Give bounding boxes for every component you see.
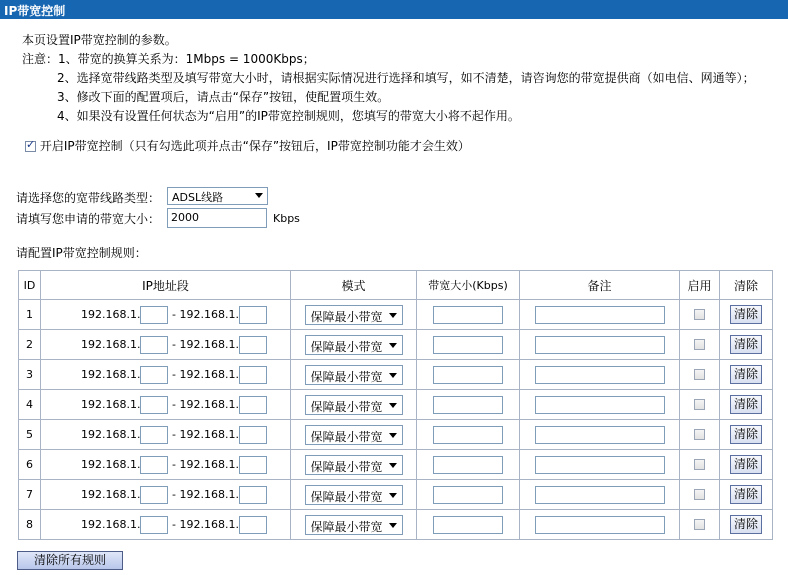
ip-end-input[interactable] — [239, 336, 267, 354]
ip-start-input[interactable] — [140, 366, 168, 384]
ip-end-input[interactable] — [239, 366, 267, 384]
line-type-value: ADSL线路 — [172, 191, 224, 204]
note-line-1 — [22, 50, 755, 69]
note-4: 4、如果没有设置任何状态为“启用”的IP带宽控制规则，您填写的带宽大小将不起作用。 — [57, 109, 520, 123]
mode-value: 保障最小带宽 — [310, 429, 383, 444]
chevron-down-icon — [389, 493, 397, 498]
table-row — [19, 330, 773, 360]
chevron-down-icon — [255, 193, 263, 198]
page-title: IP带宽控制 — [4, 4, 66, 18]
bandwidth-rule-input[interactable] — [433, 336, 503, 354]
table-row — [19, 510, 773, 540]
header-id: ID — [19, 271, 41, 300]
ip-prefix-end: 192.168.1. — [179, 517, 239, 531]
ip-start-input[interactable] — [140, 306, 168, 324]
rules-table — [18, 270, 773, 540]
enable-cell — [680, 420, 720, 450]
bandwidth-cell — [417, 510, 520, 540]
bandwidth-unit: Kbps — [273, 212, 300, 225]
clear-button[interactable]: 清除 — [730, 515, 762, 534]
bandwidth-cell — [417, 360, 520, 390]
bandwidth-input[interactable]: 2000 — [167, 208, 267, 228]
row-id: 6 — [19, 450, 41, 480]
enable-rule-checkbox[interactable] — [694, 399, 705, 410]
ip-range — [41, 420, 291, 450]
enable-rule-checkbox[interactable] — [694, 309, 705, 320]
enable-row — [25, 137, 470, 154]
bandwidth-rule-input[interactable] — [433, 426, 503, 444]
ip-prefix-start: 192.168.1. — [81, 457, 141, 471]
mode-cell — [291, 480, 417, 510]
note-input[interactable] — [535, 306, 665, 324]
note-cell — [520, 330, 680, 360]
enable-cell — [680, 390, 720, 420]
mode-value: 保障最小带宽 — [310, 309, 383, 324]
enable-cell — [680, 330, 720, 360]
line-type-select[interactable] — [167, 187, 268, 205]
mode-cell — [291, 450, 417, 480]
ip-range — [41, 300, 291, 330]
ip-range — [41, 450, 291, 480]
clear-button[interactable]: 清除 — [730, 425, 762, 444]
table-row — [19, 300, 773, 330]
bandwidth-rule-input[interactable] — [433, 396, 503, 414]
bandwidth-rule-input[interactable] — [433, 366, 503, 384]
header-bandwidth: 带宽大小(Kbps) — [417, 271, 520, 300]
ip-start-input[interactable] — [140, 336, 168, 354]
ip-range — [41, 510, 291, 540]
ip-prefix-start: 192.168.1. — [81, 487, 141, 501]
clear-button[interactable]: 清除 — [730, 485, 762, 504]
row-id: 7 — [19, 480, 41, 510]
mode-value: 保障最小带宽 — [310, 339, 383, 354]
note-input[interactable] — [535, 396, 665, 414]
ip-dash: - — [171, 487, 176, 501]
header-mode: 模式 — [291, 271, 417, 300]
line-type-label: 请选择您的宽带线路类型： — [16, 191, 161, 205]
ip-range — [41, 480, 291, 510]
note-input[interactable] — [535, 366, 665, 384]
note-input[interactable] — [535, 426, 665, 444]
enable-cell — [680, 360, 720, 390]
bandwidth-cell — [417, 420, 520, 450]
bandwidth-cell — [417, 480, 520, 510]
row-id: 5 — [19, 420, 41, 450]
chevron-down-icon — [389, 373, 397, 378]
ip-prefix-end: 192.168.1. — [179, 397, 239, 411]
clear-cell — [720, 360, 773, 390]
enable-cell — [680, 510, 720, 540]
mode-select[interactable] — [305, 515, 403, 535]
enable-rule-checkbox[interactable] — [694, 339, 705, 350]
mode-value: 保障最小带宽 — [310, 369, 383, 384]
ip-start-input[interactable] — [140, 516, 168, 534]
ip-end-input[interactable] — [239, 456, 267, 474]
bandwidth-cell — [417, 450, 520, 480]
clear-cell — [720, 420, 773, 450]
clear-cell — [720, 300, 773, 330]
ip-prefix-start: 192.168.1. — [81, 367, 141, 381]
enable-rule-checkbox[interactable] — [694, 369, 705, 380]
clear-button[interactable]: 清除 — [730, 365, 762, 384]
mode-value: 保障最小带宽 — [310, 489, 383, 504]
ip-dash: - — [171, 397, 176, 411]
bandwidth-cell — [417, 390, 520, 420]
ip-prefix-start: 192.168.1. — [81, 337, 141, 351]
enable-rule-checkbox[interactable] — [694, 429, 705, 440]
note-cell — [520, 450, 680, 480]
header-ip: IP地址段 — [41, 271, 291, 300]
ip-end-input[interactable] — [239, 486, 267, 504]
bandwidth-cell — [417, 330, 520, 360]
ip-prefix-start: 192.168.1. — [81, 307, 141, 321]
note-cell — [520, 480, 680, 510]
ip-end-input[interactable] — [239, 516, 267, 534]
chevron-down-icon — [389, 343, 397, 348]
ip-start-input[interactable] — [140, 486, 168, 504]
note-cell — [520, 420, 680, 450]
clear-all-button[interactable]: 清除所有规则 — [17, 551, 123, 570]
title-bar — [0, 0, 788, 19]
clear-cell — [720, 390, 773, 420]
bandwidth-rule-input[interactable] — [433, 306, 503, 324]
ip-start-input[interactable] — [140, 426, 168, 444]
chevron-down-icon — [389, 433, 397, 438]
enable-checkbox[interactable] — [25, 141, 36, 152]
clear-cell — [720, 480, 773, 510]
mode-select[interactable] — [305, 365, 403, 385]
ip-prefix-end: 192.168.1. — [179, 427, 239, 441]
row-id: 4 — [19, 390, 41, 420]
ip-prefix-start: 192.168.1. — [81, 427, 141, 441]
ip-range — [41, 390, 291, 420]
ip-prefix-end: 192.168.1. — [179, 367, 239, 381]
enable-rule-checkbox[interactable] — [694, 459, 705, 470]
bandwidth-rule-input[interactable] — [433, 456, 503, 474]
row-id: 8 — [19, 510, 41, 540]
mode-cell — [291, 360, 417, 390]
table-row — [19, 480, 773, 510]
row-id: 3 — [19, 360, 41, 390]
mode-value: 保障最小带宽 — [310, 399, 383, 414]
chevron-down-icon — [389, 403, 397, 408]
note-input[interactable] — [535, 486, 665, 504]
table-row — [19, 450, 773, 480]
ip-dash: - — [171, 427, 176, 441]
ip-start-input[interactable] — [140, 396, 168, 414]
mode-cell — [291, 420, 417, 450]
mode-value: 保障最小带宽 — [310, 459, 383, 474]
table-row — [19, 390, 773, 420]
note-input[interactable] — [535, 456, 665, 474]
ip-prefix-end: 192.168.1. — [179, 487, 239, 501]
enable-cell — [680, 480, 720, 510]
ip-dash: - — [171, 457, 176, 471]
ip-end-input[interactable] — [239, 426, 267, 444]
notes-prefix: 注意： — [22, 52, 59, 66]
bandwidth-rule-input[interactable] — [433, 486, 503, 504]
clear-button[interactable]: 清除 — [730, 305, 762, 324]
header-clear: 清除 — [720, 271, 773, 300]
clear-button[interactable]: 清除 — [730, 455, 762, 474]
table-row — [19, 420, 773, 450]
ip-prefix-end: 192.168.1. — [179, 457, 239, 471]
enable-cell — [680, 300, 720, 330]
mode-cell — [291, 330, 417, 360]
ip-end-input[interactable] — [239, 396, 267, 414]
table-header — [19, 271, 773, 300]
note-1: 1、带宽的换算关系为：1Mbps = 1000Kbps； — [58, 52, 315, 66]
mode-select[interactable] — [305, 395, 403, 415]
clear-button[interactable]: 清除 — [730, 395, 762, 414]
mode-select[interactable] — [305, 335, 403, 355]
note-3: 3、修改下面的配置项后，请点击“保存”按钮，使配置项生效。 — [57, 90, 390, 104]
clear-cell — [720, 330, 773, 360]
enable-cell — [680, 450, 720, 480]
chevron-down-icon — [389, 463, 397, 468]
note-input[interactable] — [535, 516, 665, 534]
bandwidth-rule-input[interactable] — [433, 516, 503, 534]
description — [22, 31, 755, 126]
row-id: 1 — [19, 300, 41, 330]
mode-value: 保障最小带宽 — [310, 519, 383, 534]
enable-rule-checkbox[interactable] — [694, 489, 705, 500]
clear-button[interactable]: 清除 — [730, 335, 762, 354]
mode-cell — [291, 390, 417, 420]
note-input[interactable] — [535, 336, 665, 354]
rules-label: 请配置IP带宽控制规则： — [16, 246, 147, 260]
mode-select[interactable] — [305, 455, 403, 475]
ip-dash: - — [171, 367, 176, 381]
note-cell — [520, 510, 680, 540]
mode-cell — [291, 300, 417, 330]
ip-prefix-end: 192.168.1. — [179, 337, 239, 351]
enable-label: 开启IP带宽控制（只有勾选此项并点击“保存”按钮后，IP带宽控制功能才会生效） — [39, 139, 470, 153]
ip-prefix-end: 192.168.1. — [179, 307, 239, 321]
note-cell — [520, 360, 680, 390]
ip-end-input[interactable] — [239, 306, 267, 324]
header-enable: 启用 — [680, 271, 720, 300]
bandwidth-label: 请填写您申请的带宽大小： — [16, 212, 161, 226]
chevron-down-icon — [389, 313, 397, 318]
row-id: 2 — [19, 330, 41, 360]
enable-rule-checkbox[interactable] — [694, 519, 705, 530]
ip-dash: - — [171, 307, 176, 321]
clear-cell — [720, 510, 773, 540]
intro-text: 本页设置IP带宽控制的参数。 — [22, 33, 177, 47]
mode-select[interactable] — [305, 425, 403, 445]
ip-start-input[interactable] — [140, 456, 168, 474]
mode-select[interactable] — [305, 485, 403, 505]
bandwidth-cell — [417, 300, 520, 330]
note-cell — [520, 390, 680, 420]
ip-prefix-start: 192.168.1. — [81, 517, 141, 531]
chevron-down-icon — [389, 523, 397, 528]
note-2: 2、选择宽带线路类型及填写带宽大小时，请根据实际情况进行选择和填写，如不清楚，请咨询您的带宽提供商（如电信、网通等）； — [57, 71, 755, 85]
ip-range — [41, 330, 291, 360]
header-note: 备注 — [520, 271, 680, 300]
ip-dash: - — [171, 517, 176, 531]
table-row — [19, 360, 773, 390]
clear-cell — [720, 450, 773, 480]
mode-select[interactable] — [305, 305, 403, 325]
note-cell — [520, 300, 680, 330]
ip-dash: - — [171, 337, 176, 351]
ip-prefix-start: 192.168.1. — [81, 397, 141, 411]
mode-cell — [291, 510, 417, 540]
ip-range — [41, 360, 291, 390]
